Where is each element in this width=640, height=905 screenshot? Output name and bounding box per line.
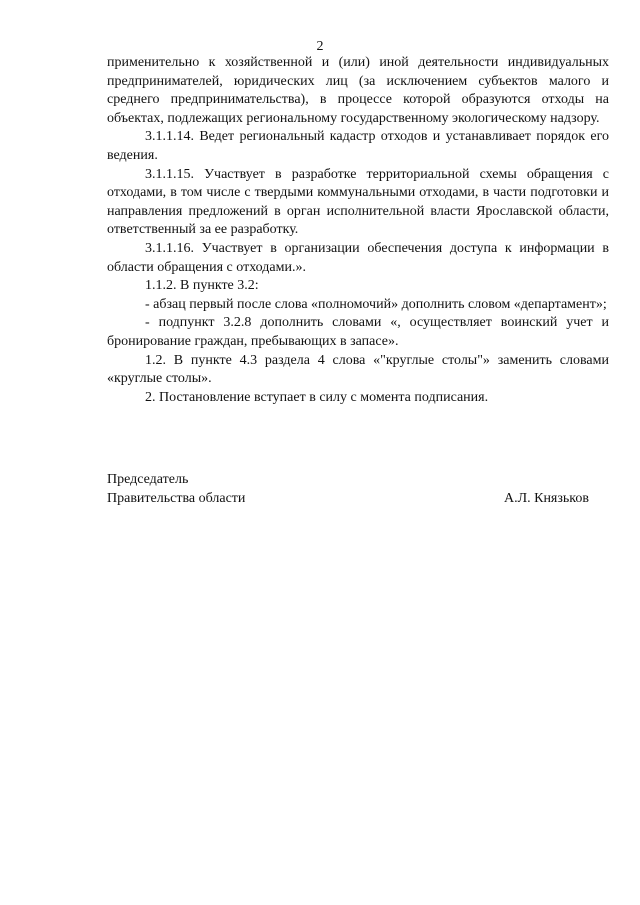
paragraph-amend-3-2-8: - подпункт 3.2.8 дополнить словами «, осуществляет воинский учет и бронирование граждан, пребывающих в запасе». — [107, 315, 609, 349]
page-number: 2 — [316, 39, 324, 54]
paragraph-continuation: применительно к хозяйственной и (или) иной деятельности индивидуальных предпринимателей, юридических лиц (за исключением субъектов малого и среднего предпринимательства), в процессе которой образуются отходы на объектах, подлежащих региональному государственному экологическому надзору. — [107, 55, 609, 126]
paragraph-3-1-1-15: 3.1.1.15. Участвует в разработке территориальной схемы обращения с отходами, в том числе с твердыми коммунальными отходами, в части подготовки и направления предложений в орган исполнительной власти Ярославской области, ответственный за ее разработку. — [107, 166, 609, 238]
paragraph-2: 2. Постановление вступает в силу с момента подписания. — [145, 389, 489, 405]
paragraph-amend-first: - абзац первый после слова «полномочий» дополнить словом «департамент»; — [145, 296, 607, 312]
signatory-title-line2: Правительства области — [107, 490, 246, 506]
paragraph-3-1-1-14: 3.1.1.14. Ведет региональный кадастр отходов и устанавливает порядок его ведения. — [107, 129, 609, 163]
paragraph-3-1-1-16: 3.1.1.16. Участвует в организации обеспечения доступа к информации в области обращения с отходами.». — [107, 240, 609, 275]
document-body — [107, 54, 609, 407]
signatory-title-line1: Председатель — [107, 472, 189, 487]
signature-block — [107, 471, 589, 508]
paragraph-1-2: 1.2. В пункте 4.3 раздела 4 слова «"круглые столы"» заменить словами «круглые столы». — [107, 352, 609, 387]
signature-row — [107, 490, 589, 509]
signatory-name: А.Л. Князьков — [504, 490, 589, 506]
paragraph-1-1-2: 1.1.2. В пункте 3.2: — [145, 278, 259, 294]
